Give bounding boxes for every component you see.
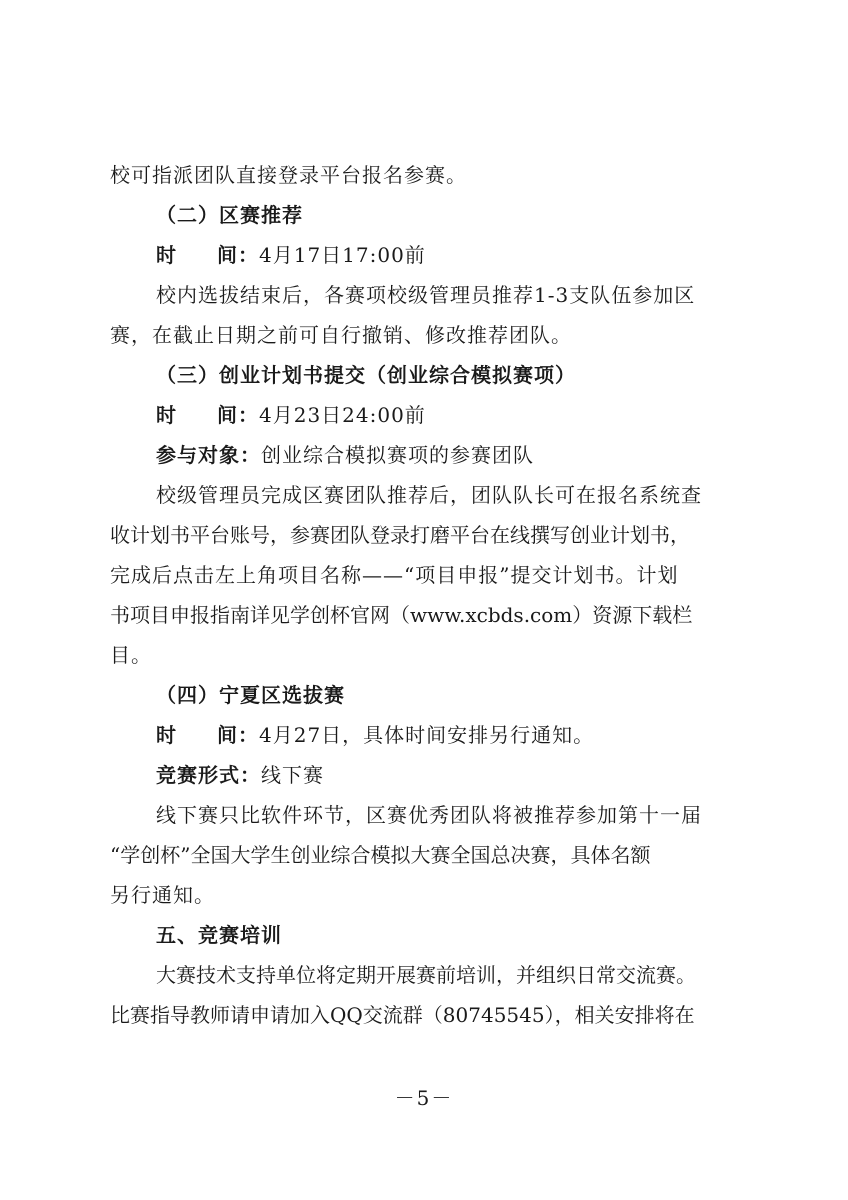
time-label-b: 间： xyxy=(217,723,259,747)
time-label-a: 时 xyxy=(156,723,177,747)
time-row xyxy=(156,715,740,755)
section-heading: （三）创业计划书提交（创业综合模拟赛项） xyxy=(156,363,576,387)
body-text: 另行通知。 xyxy=(110,883,215,907)
time-label-a: 时 xyxy=(156,403,177,427)
time-row xyxy=(156,235,740,275)
body-text: 校级管理员完成区赛团队推荐后，团队队长可在报名系统查 xyxy=(156,483,702,507)
time-value: 4月17日17:00前 xyxy=(259,243,426,267)
participants-row xyxy=(156,435,740,475)
time-row xyxy=(156,395,740,435)
time-label-a: 时 xyxy=(156,243,177,267)
time-label-b: 间： xyxy=(217,243,259,267)
time-value: 4月27日，具体时间安排另行通知。 xyxy=(259,723,595,747)
section-heading: （二）区赛推荐 xyxy=(156,203,303,227)
body-text: 校内选拔结束后，各赛项校级管理员推荐1-3支队伍参加区 xyxy=(156,283,696,307)
section-heading: 五、竞赛培训 xyxy=(156,923,282,947)
body-text: “学创杯”全国大学生创业综合模拟大赛全国总决赛，具体名额 xyxy=(110,843,651,867)
participants-label: 参与对象： xyxy=(156,443,261,467)
body-text: 书项目申报指南详见学创杯官网（www.xcbds.com）资源下载栏 xyxy=(110,603,693,627)
body-text: 线下赛只比软件环节，区赛优秀团队将被推荐参加第十一届 xyxy=(156,803,702,827)
body-text: 收计划书平台账号，参赛团队登录打磨平台在线撰写创业计划书， xyxy=(110,523,690,547)
body-text: 校可指派团队直接登录平台报名参赛。 xyxy=(110,163,467,187)
page-number: －5－ xyxy=(394,1086,454,1110)
body-text: 大赛技术支持单位将定期开展赛前培训，并组织日常交流赛。 xyxy=(156,963,696,987)
time-label-b: 间： xyxy=(217,403,259,427)
format-value: 线下赛 xyxy=(261,763,324,787)
time-value: 4月23日24:00前 xyxy=(259,403,426,427)
body-text: 比赛指导教师请申请加入QQ交流群（80745545），相关安排将在 xyxy=(110,1003,695,1027)
section-heading: （四）宁夏区选拔赛 xyxy=(156,683,345,707)
format-row xyxy=(156,755,740,795)
body-text: 目。 xyxy=(110,643,152,667)
format-label: 竞赛形式： xyxy=(156,763,261,787)
participants-value: 创业综合模拟赛项的参赛团队 xyxy=(261,443,534,467)
body-text: 完成后点击左上角项目名称——“项目申报”提交计划书。计划 xyxy=(110,563,679,587)
body-text: 赛，在截止日期之前可自行撤销、修改推荐团队。 xyxy=(110,323,572,347)
